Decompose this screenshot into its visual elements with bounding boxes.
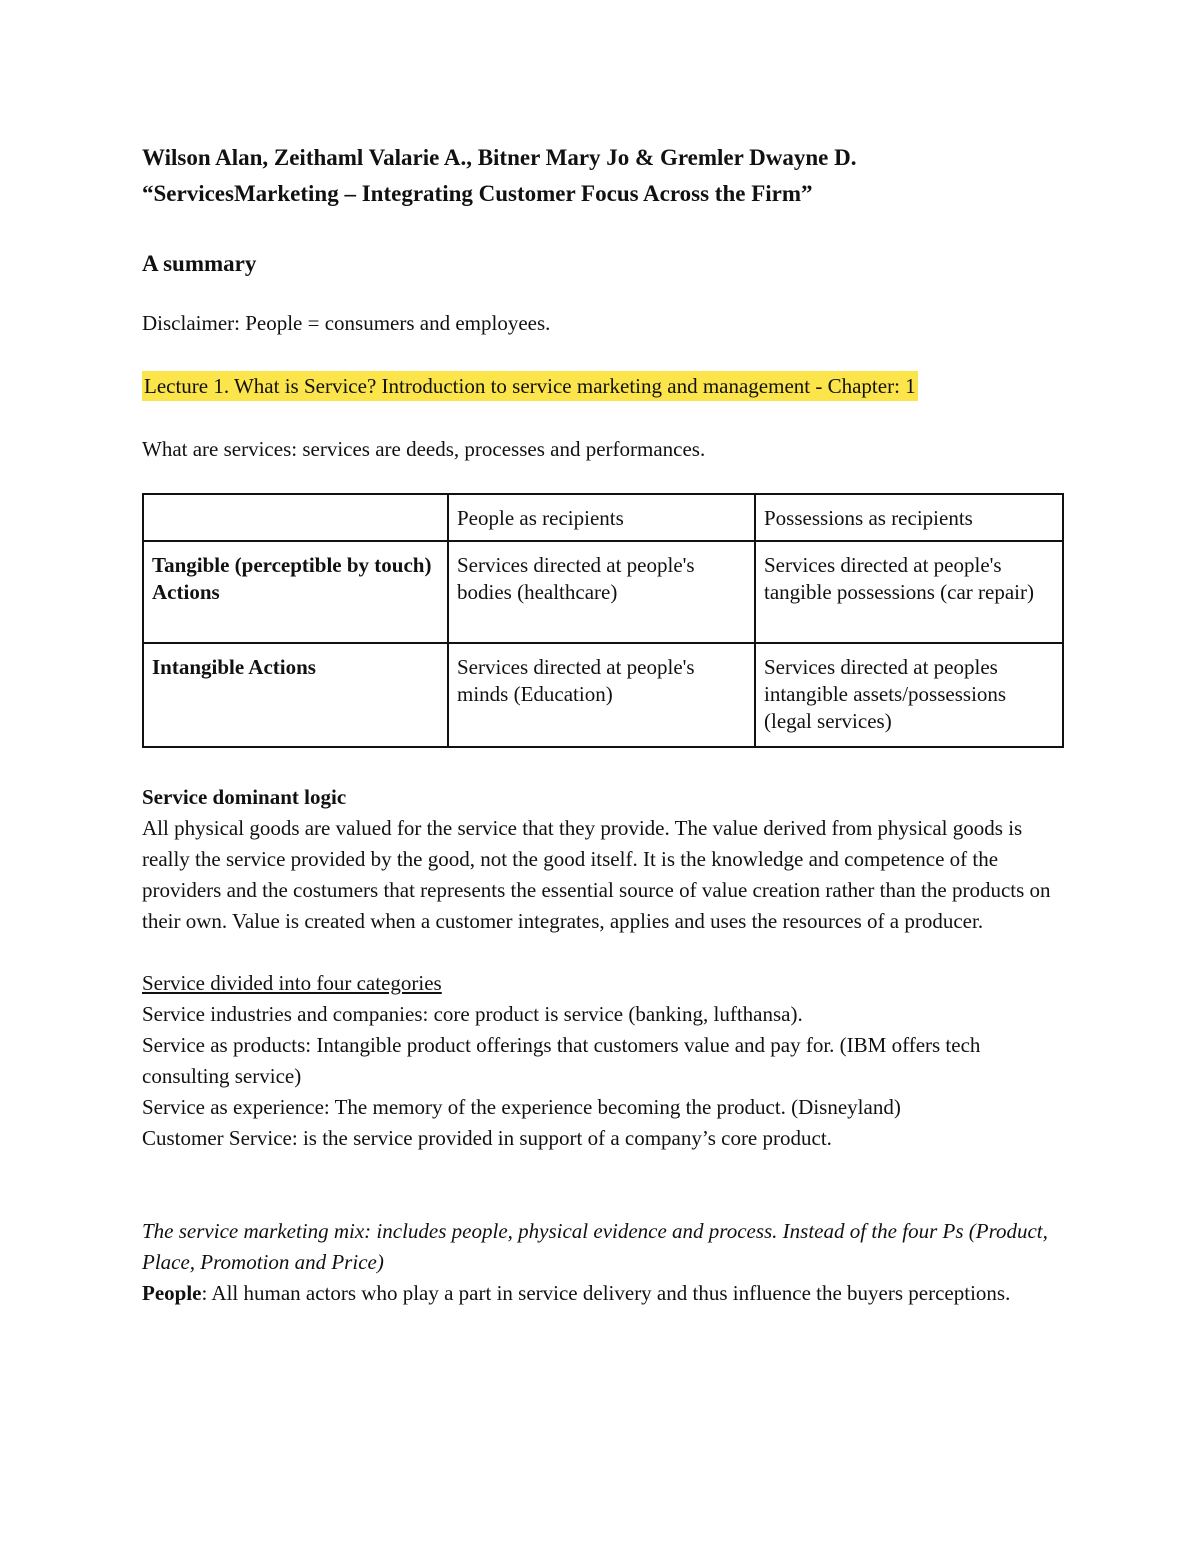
service-dominant-logic-body: All physical goods are valued for the service that they provide. The value derived from physical goods is really the service provided by the good, not the good itself. It is the knowledge and competence of the providers and the costumers that represents the essential source of value creation rather than the products on their own. Value is created when a customer integrates, applies and uses the resources of a producer. [142,816,1051,933]
document-subtitle: A summary [142,251,257,276]
table-cell: Services directed at peoples intangible assets/possessions (legal services) [755,643,1063,747]
people-term: People [142,1281,202,1305]
disclaimer-text: Disclaimer: People = consumers and employees. [142,311,551,335]
table-header-people: People as recipients [448,494,755,541]
services-definition: What are services: services are deeds, processes and performances. [142,437,706,461]
lecture-heading-highlighted: Lecture 1. What is Service? Introduction to service marketing and management - Chapter: 1 [142,371,918,401]
document-page [142,140,1062,1309]
document-title-book: “ServicesMarketing – Integrating Customer Focus Across the Firm” [142,181,813,206]
people-definition: : All human actors who play a part in service delivery and thus influence the buyers perceptions. [201,1281,1011,1305]
category-item: Customer Service: is the service provided in support of a company’s core product. [142,1126,832,1150]
category-item: Service industries and companies: core product is service (banking, lufthansa). [142,1002,803,1026]
table-header-row [143,494,1063,541]
table-row-label: Intangible Actions [143,643,448,747]
category-item: Service as products: Intangible product offerings that customers value and pay for. (IBM offers tech consulting service) [142,1033,981,1088]
service-classification-table [142,493,1064,748]
table-cell: Services directed at people's bodies (healthcare) [448,541,755,643]
table-cell: Services directed at people's minds (Education) [448,643,755,747]
document-title-authors: Wilson Alan, Zeithaml Valarie A., Bitner Mary Jo & Gremler Dwayne D. [142,145,857,170]
table-cell: Services directed at people's tangible possessions (car repair) [755,541,1063,643]
table-row-label: Tangible (perceptible by touch) Actions [143,541,448,643]
marketing-mix-intro: The service marketing mix: includes people, physical evidence and process. Instead of the four Ps (Product, Place, Promotion and Price) [142,1219,1048,1274]
table-corner-cell [143,494,448,541]
people-definition-paragraph [142,1278,1062,1309]
table-row-tangible [143,541,1063,643]
table-row-intangible [143,643,1063,747]
category-item: Service as experience: The memory of the experience becoming the product. (Disneyland) [142,1095,901,1119]
table-header-possessions: Possessions as recipients [755,494,1063,541]
service-dominant-logic-heading: Service dominant logic [142,785,347,809]
categories-heading: Service divided into four categories [142,971,442,995]
